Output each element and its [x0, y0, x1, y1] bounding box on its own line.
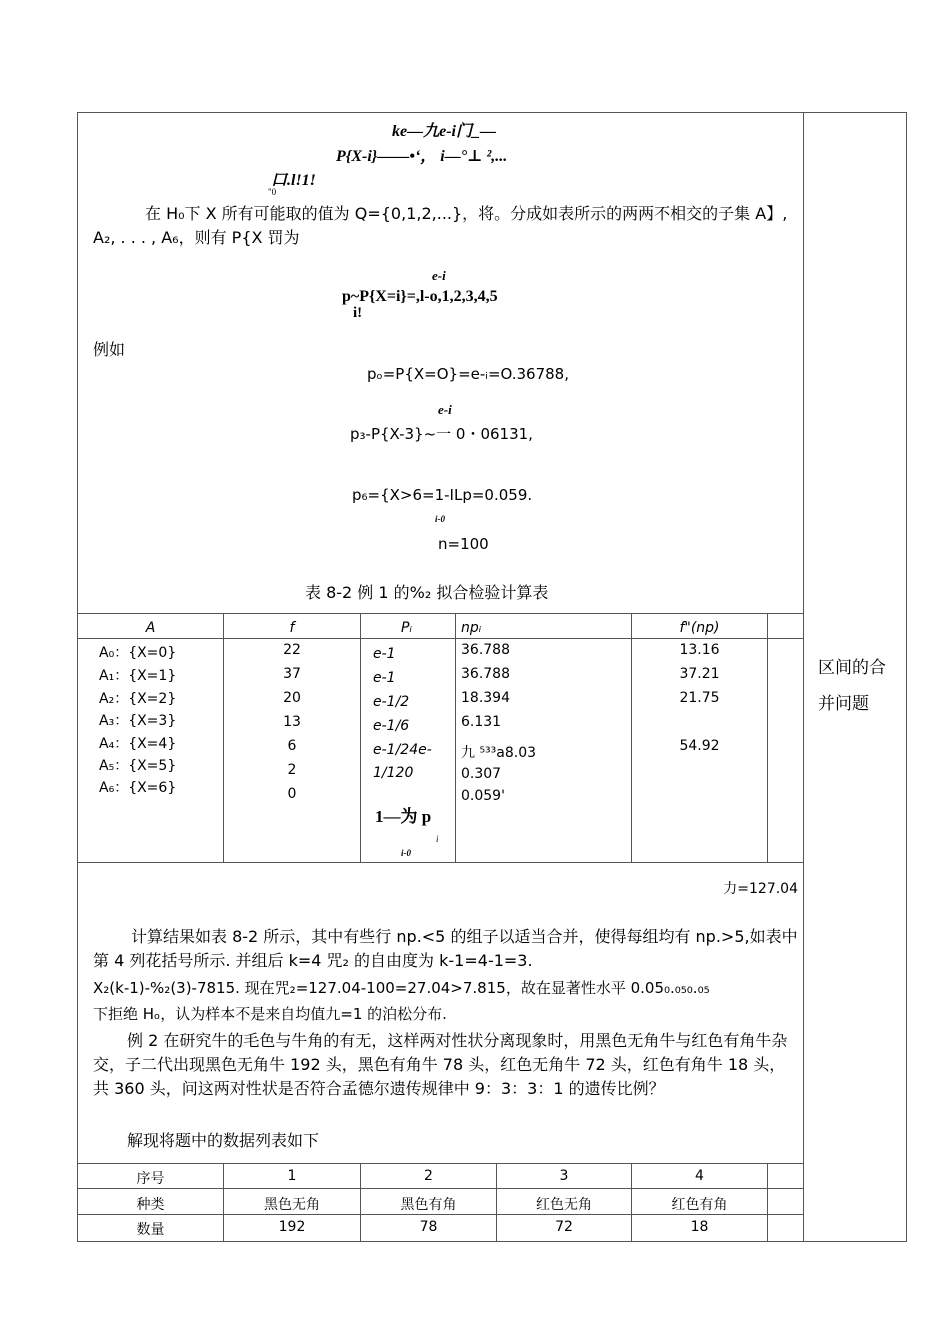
table1-header-border	[77, 638, 804, 639]
table2-kind: 黑色有角	[400, 1197, 457, 1213]
table2-col-divider	[767, 1163, 768, 1241]
table-caption: 表 8-2 例 1 的%₂ 拟合检验计算表	[305, 583, 549, 602]
table1-top-border	[77, 613, 804, 614]
outer-right-border	[906, 112, 907, 1242]
table2-count: 18	[690, 1219, 709, 1235]
side-note: 区间的合并问题	[818, 658, 886, 714]
table1-cell-p: e-1	[373, 670, 396, 686]
table1-cell-ratio: 54.92	[679, 738, 720, 754]
table2-serial: 2	[424, 1168, 433, 1184]
table1-header-np: npᵢ	[461, 620, 482, 636]
formula-line-1: ke—九e-i门_—	[392, 123, 496, 140]
paragraph-solution: 解现将题中的数据列表如下	[127, 1131, 320, 1150]
table1-header-A: A	[145, 620, 156, 636]
table2-serial: 4	[695, 1168, 704, 1184]
chi-square-result: 力=127.04	[723, 881, 798, 897]
formula-p0: pₒ=P{X=O}=e-ᵢ=O.36788,	[367, 365, 569, 383]
formula-line-3: 口.l!1!	[271, 172, 316, 189]
table1-cell-f: 20	[283, 690, 301, 706]
intro-paragraph: 在 H₀下 X 所有可能取的值为 Q={0,1,2,...}，将。分成如表所示的两两不相交的子集 A】, A₂, . . . , A₆，则有 P{X 罚为	[93, 204, 788, 247]
table2-row-label: 序号	[136, 1171, 165, 1187]
table1-cell-p-formula: 1—为 p	[375, 807, 432, 826]
table1-cell-f: 37	[283, 666, 301, 682]
table1-cell-f: 6	[287, 738, 297, 754]
table1-cell-f: 2	[287, 762, 297, 778]
table1-col-divider	[767, 613, 768, 863]
table2-row-label: 数量	[136, 1222, 165, 1238]
formula-p-denominator: i!	[353, 305, 363, 321]
formula-line-3-sub: "0	[268, 187, 277, 197]
side-column-divider	[803, 112, 804, 1242]
table1-cell-np: 36.788	[461, 642, 510, 658]
table1-cell-f: 0	[287, 786, 297, 802]
table2-row-border	[77, 1188, 804, 1189]
formula-p6: p₆={X>6=1-ILp=0.059.	[352, 486, 533, 504]
table1-cell-ratio: 21.75	[679, 690, 720, 706]
table2-kind: 黑色无角	[264, 1197, 320, 1213]
table1-cell-p: e-1	[373, 646, 396, 662]
table1-cell-A: A₄：{X=4}	[99, 736, 177, 752]
table1-cell-np: 九 ⁵³³a8.03	[461, 745, 537, 761]
table1-cell-A: A₂：{X=2}	[99, 691, 177, 707]
formula-p3-numerator: e-i	[438, 402, 452, 417]
formula-line-2: P{X-i}——•‘， i—°⊥ ²,...	[336, 148, 508, 165]
table1-header-f: f	[289, 620, 295, 636]
table1-cell-p: e-1/6	[373, 718, 410, 734]
paragraph-example-2: 例 2 在研究牛的毛色与牛角的有无，这样两对性状分离现象时，用黑色无角牛与红色有角牛杂交，子二代出现黑色无角牛 192 头，黑色有角牛 78 头，红色无角牛 72 头，红色有角牛 18 头，共 360 头，问这两对性状是否符合孟德尔遗传规律中 9：3：3：1 的遗传比例？	[93, 1031, 788, 1098]
outer-top-border	[77, 112, 907, 113]
table1-header-p: Pᵢ	[401, 620, 412, 636]
paragraph-chi-square: X₂(k-1)-%₂(3)-7815. 现在咒₂=127.04-100=27.04>7.815，故在显著性水平 0.05₀.₀₅₀.₀₅	[93, 979, 710, 997]
table2-kind: 红色有角	[671, 1197, 728, 1213]
outer-bottom-border	[77, 1241, 907, 1242]
formula-p-numerator: e-i	[432, 268, 446, 283]
table2-kind: 红色无角	[536, 1197, 592, 1213]
table1-cell-A: A₃：{X=3}	[99, 713, 177, 729]
table1-col-divider	[455, 613, 456, 863]
table1-cell-A: A₆：{X=6}	[99, 780, 177, 796]
table2-serial: 1	[287, 1168, 297, 1184]
table1-cell-p: 1/120	[373, 765, 414, 781]
table2-count: 72	[555, 1219, 573, 1235]
table1-bottom-border	[77, 862, 804, 863]
formula-p6-sub: i-0	[435, 514, 445, 524]
example-label: 例如	[93, 340, 126, 359]
table1-cell-np: 0.307	[461, 766, 502, 782]
table2-count: 192	[278, 1219, 306, 1235]
table1-cell-np: 36.788	[461, 666, 510, 682]
table1-cell-p-formula-i: i	[436, 834, 439, 844]
paragraph-computation: 计算结果如表 8-2 所示，其中有些行 np.<5 的组子以适当合并，使得每组均有 np.>5,如表中第 4 列花括号所示. 并组后 k=4 咒₂ 的自由度为 k-1=4-1=3.	[93, 927, 798, 970]
paragraph-reject: 下拒绝 Hₒ，认为样本不是来自均值九=1 的泊松分布.	[93, 1005, 447, 1023]
formula-p3: p₃-P{X-3}~一 0・06131,	[350, 425, 533, 443]
table1-header-ratio: f"(np)	[679, 620, 720, 636]
table1-cell-f: 22	[283, 642, 301, 658]
table2-row-border	[77, 1214, 804, 1215]
table2-count: 78	[419, 1219, 438, 1235]
formula-p-main: p~P{X=i}=,l-o,1,2,3,4,5	[342, 288, 498, 305]
table1-cell-np: 18.394	[461, 690, 510, 706]
n-value: n=100	[438, 535, 489, 553]
table1-col-divider	[360, 613, 361, 863]
table2-top-border	[77, 1163, 804, 1164]
table1-cell-A: A₀：{X=0}	[99, 645, 177, 661]
table1-cell-np: 0.059'	[461, 788, 505, 804]
table1-cell-p: e-1/24e-	[373, 742, 432, 758]
table1-cell-p-formula-sub: i-0	[401, 848, 411, 858]
table1-cell-np: 6.131	[461, 714, 502, 730]
outer-left-border	[77, 112, 78, 1242]
table1-cell-ratio: 13.16	[679, 642, 720, 658]
table1-cell-p: e-1/2	[373, 694, 410, 710]
table2-serial: 3	[559, 1168, 569, 1184]
table1-cell-A: A₁：{X=1}	[99, 668, 177, 684]
table1-cell-ratio: 37.21	[679, 666, 720, 682]
table1-cell-f: 13	[283, 714, 301, 730]
table2-row-label: 种类	[136, 1197, 165, 1213]
table1-cell-A: A₅：{X=5}	[99, 758, 177, 774]
